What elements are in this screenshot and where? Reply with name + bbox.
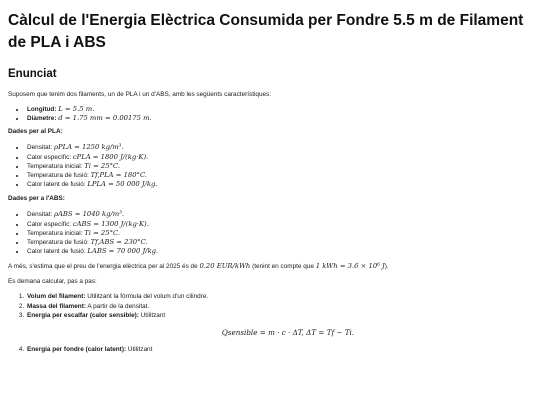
list-item: 4. Energia per fondre (calor latent): Utilitzant — [26, 345, 532, 354]
list-item: • Calor latent de fusió: LABS = 70 000 J/kg. — [26, 247, 532, 256]
conversion-formula: 1 kWh = 3.6 × 10⁶ J — [315, 262, 385, 271]
list-item: • Temperatura inicial: Ti = 25°C. — [26, 229, 532, 238]
filament-list — [8, 105, 532, 123]
list-item: 2. Massa del filament: A partir de la densitat. — [26, 302, 532, 311]
list-item: • Temperatura inicial: Ti = 25°C. — [26, 162, 532, 171]
abs-list — [8, 210, 532, 256]
list-item: • Densitat: ρPLA = 1250 kg/m³. — [26, 143, 532, 152]
price-text: A més, s'estima que el preu de l'energia elèctrica per al 2025 és de 0.20 EUR/kWh (tenint en compte que 1 kWh = 3.6 × 10⁶ J). — [8, 262, 389, 271]
list-item: • Calor específic: cABS = 1300 J/(kg·K). — [26, 220, 532, 229]
list-item: • Calor latent de fusió: LPLA = 50 000 J/kg. — [26, 180, 532, 189]
pla-list — [8, 143, 532, 189]
steps-list — [8, 292, 532, 320]
list-item: • Densitat: ρABS = 1040 kg/m³. — [26, 210, 532, 219]
task-prompt: Es demana calcular, pas a pas: — [8, 278, 97, 286]
list-item: 1. Volum del filament: Utilitzant la fórmula del volum d'un cilindre. — [26, 292, 532, 301]
abs-heading: Dades per a l'ABS: — [8, 195, 65, 203]
list-item: • Temperatura de fusió: Tf,ABS = 230°C. — [26, 238, 532, 247]
section-heading: Enunciat — [8, 68, 57, 80]
price-value: 0.20 EUR/kWh — [199, 262, 251, 271]
list-item: • Longitud: L = 5.5 m. — [26, 105, 532, 114]
page-title: Càlcul de l'Energia Elèctrica Consumida per Fondre 5.5 m de Filament de PLA i ABS — [8, 12, 524, 51]
pla-heading: Dades per al PLA: — [8, 128, 63, 136]
list-item: • Diàmetre: d = 1.75 mm = 0.00175 m. — [26, 114, 532, 123]
steps-list-continued — [8, 345, 532, 354]
sensible-heat-equation: Qsensible = m · c · ΔT, ΔT = Tf − Ti. — [221, 328, 355, 338]
list-item: • Calor específic: cPLA = 1800 J/(kg·K). — [26, 153, 532, 162]
list-item: • Temperatura de fusió: Tf,PLA = 180°C. — [26, 171, 532, 180]
intro-text: Suposem que tenim dos filaments, un de PLA i un d'ABS, amb les següents característiques: — [8, 91, 272, 98]
list-item: 3. Energia per escalfar (calor sensible): Utilitzant — [26, 311, 532, 320]
